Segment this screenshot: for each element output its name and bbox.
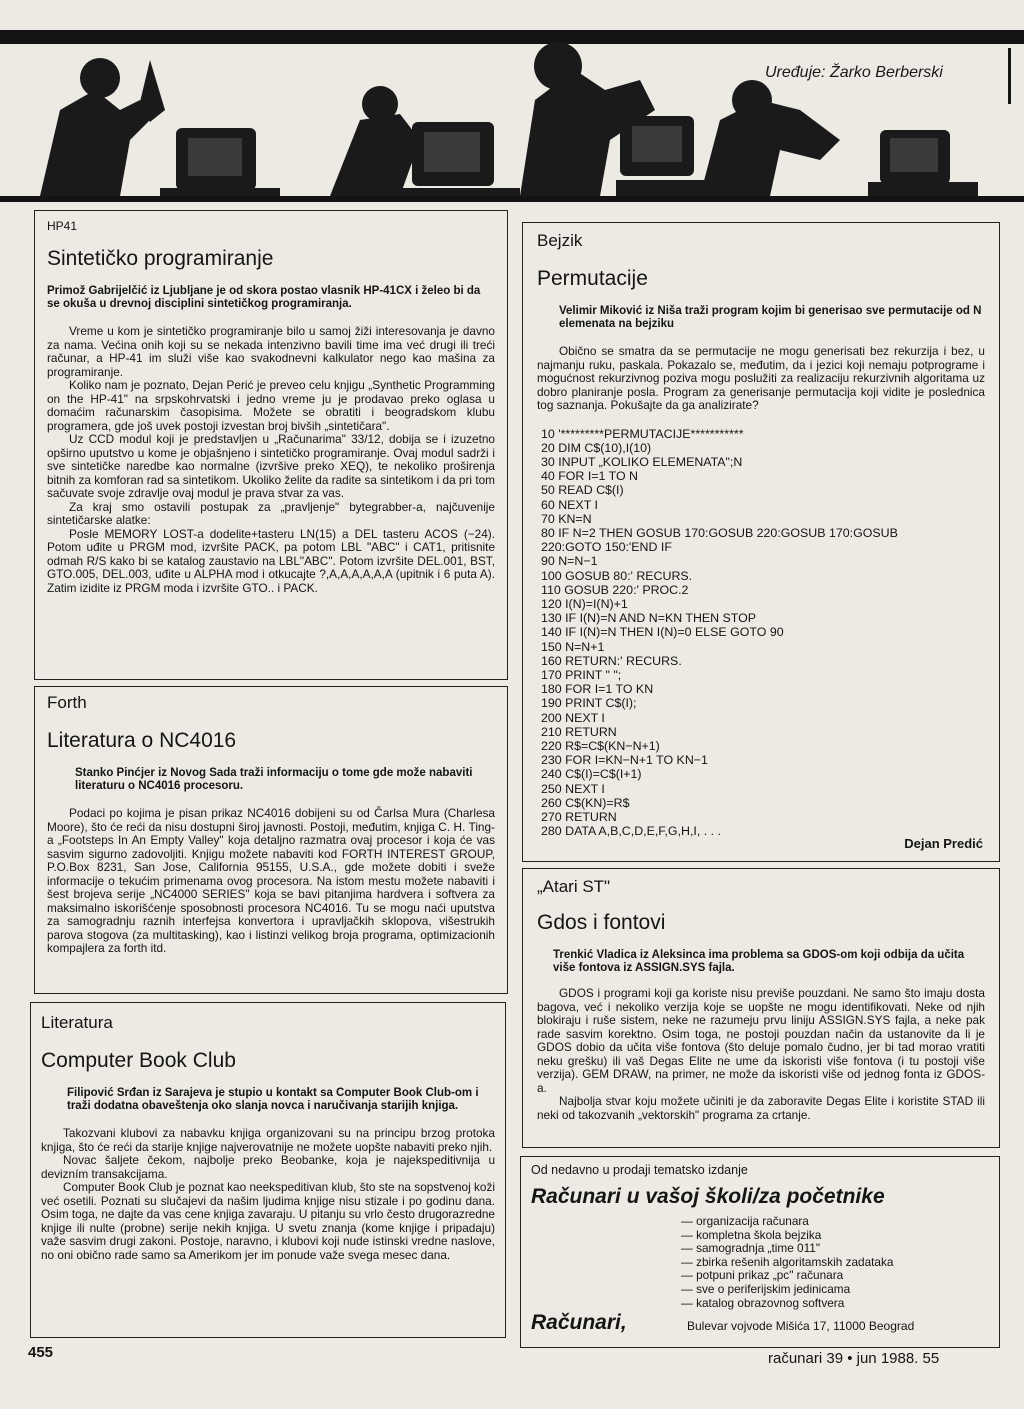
section-label: Literatura (41, 1013, 113, 1032)
code-line: 140 IF I(N)=N THEN I(N)=0 ELSE GOTO 90 (541, 625, 784, 640)
paragraph: Koliko nam je poznato, Dejan Perić je preveo celu knjigu „Synthetic Programming on the HP-41" na srpskohrvatski i jedno vreme ju je prodavao preko oglasa u domaćim računarskim časopisima. Možete se obratiti i beogradskom klubu programera, gde još uvek postoji izvestan broj bivših „sintetičara". (47, 378, 495, 433)
code-line: 240 C$(I)=C$(I+1) (541, 767, 642, 782)
paragraph: Uz CCD modul koji je predstavljen u „Računarima" 33/12, dobija se i izuzetno opširno uputstvo u kome je objašnjeno i sintetičko programiranje. Ovaj modul sadrži i sve sintetičke naredbe kao normalne (izvršive preko XEQ), te nekoliko proširenja bitnih za komforan rad sa sintetikom. Ukoliko želite da radite sa sintetikom i da pri tom sačuvate svoje zdravlje ovaj modul je prava stvar za vas. (47, 432, 495, 500)
article-atari (522, 868, 1000, 1148)
promo-item: — potpuni prikaz „pc" računara (681, 1269, 989, 1283)
article-bejzik (522, 222, 1000, 862)
article-body (537, 987, 985, 1122)
issue-footer: računari 39 • jun 1988. 55 (768, 1350, 940, 1367)
paragraph: Posle MEMORY LOST-a dodelite+tasteru LN(15) a DEL tasteru ACOS (−24). Potom uđite u PRGM mod, izvršite PACK, pa potom LBL "ABC" i CAT1, pritisnite odmah R/S kako bi se katalog zaustavio na LBL"ABC". Potom izvršite DEL.001, BST, GTO.005, DEL.003, uđite u ALPHA mod i otkucajte ?,A,A,A,A,A,A (upitnik i 6 puta A). Zatim izidite iz PRGM moda i izvršite GTO.. i PACK. (47, 526, 495, 595)
editor-divider (1008, 48, 1011, 104)
promo-intro: Od nedavno u prodaji tematsko izdanje (531, 1163, 748, 1177)
article-title: Gdos i fontovi (537, 911, 666, 934)
paragraph: Obično se smatra da se permutacije ne mogu generisati bez rekurzija i bez, u najmanju ruku, paskala. Pokazalo se, međutim, da i jezici koji nemaju potprograme i mogućnost rekurzivnog poziva mogu poslužiti za realizaciju rekurzivnih algoritama uz dobro planiranje posla. Program za generisanje permutacija koji vidite je poslednica tog saznanja. Pokušajte da ga analizirate? (537, 344, 985, 412)
article-title: Permutacije (537, 267, 648, 290)
article-body (47, 325, 495, 595)
page-number-left: 455 (28, 1344, 54, 1361)
publisher-logo: Računari, (531, 1311, 627, 1334)
promo-contents (531, 1215, 989, 1310)
promo-box (520, 1156, 1000, 1348)
article-title: Computer Book Club (41, 1049, 236, 1072)
paragraph: Takozvani klubovi za nabavku knjiga organizovani su na principu brzog protoka knjiga, što će reći da starije knjige najverovatnije ne možete uopšte nabaviti preko njih. (41, 1126, 495, 1154)
code-line: 250 NEXT I (541, 781, 605, 796)
code-line: 120 I(N)=I(N)+1 (541, 596, 628, 611)
paragraph: Najbolja stvar koju možete učiniti je da zaboravite Degas Elite i koristite STAD ili neki od takozvanih „vektorskih" programa za crtanje. (537, 1094, 985, 1122)
promo-item: — sve o periferijskim jedinicama (681, 1283, 989, 1297)
article-literatura (30, 1002, 506, 1338)
article-body (47, 807, 495, 956)
article-lead: Stanko Pinćjer iz Novog Sada traži informaciju o tome gde može nabaviti literaturu o NC4016 procesoru. (75, 767, 473, 792)
code-line: 220:GOTO 150:'END IF (541, 540, 672, 555)
paragraph: Computer Book Club je poznat kao neekspeditivan klub, što ste na sopstvenoj koži već osetili. Poznati su slučajevi da našim ljudima knjige nisu stizale i po godinu dana. Osim toga, ne dajte da vas cene knjiga zavaraju. U pitanju su vrlo često drugorazredne knjige ili nulte (probne) serije nekih knjiga. U svetu znanja (kome knjige i pripadaju) važe sasvim drugi zakoni. Postoje, naravno, i klubovi koji nude istinski vredne naslove, no oni obično rade samo sa Amerikom jer im ponude važe svega mesec dana. (41, 1180, 495, 1262)
code-line: 50 READ C$(I) (541, 483, 624, 498)
paragraph: Za kraj smo ostavili postupak za „pravljenje" bytegrabber-a, najčuvenije sintetičarske alatke: (47, 499, 495, 527)
code-line: 10 '*********PERMUTACIJE*********** (541, 426, 744, 441)
code-line: 70 KN=N (541, 511, 592, 526)
promo-title: Računari u vašoj školi/za početnike (531, 1185, 885, 1208)
editor-credit: Uređuje: Žarko Berberski (765, 64, 943, 81)
code-listing (537, 427, 985, 839)
publisher-address: Bulevar vojvode Mišića 17, 11000 Beograd (687, 1319, 915, 1333)
paragraph: Podaci po kojima je pisan prikaz NC4016 dobijeni su od Čarlsa Mura (Charlesa Moore), što će reći da nisu dostupni široj javnosti. Postoji, međutim, knjiga C. H. Ting-a „Footsteps In An Empty Valley" koja detaljno razmatra ovaj procesor i koja će vas sasvim sigurno zadovoljiti. Knjigu možete nabaviti kod FORTH INTEREST GROUP, P.O.Box 8231, San Jose, California 95155, U.S.A., gde možete dobiti i sveže informacije o tekućim primenama ovog procesora. Na istom mestu možete nabaviti i šest brojeva serije „NC4000 SERIES" koja se bavi pitanjima hardvera i softvera za maksimalno iskorišćenje sposobnosti procesora NC4016. Tu se mogu naći uputstva za samogradnju raznih interfejsa konvertora i upravljačkih sklopova, višestrukih parova stogova (za multitasking), kao i listinzi velikog broja programa, optimizacionih kompajlera za forth itd. (47, 806, 495, 955)
article-lead: Filipović Srđan iz Sarajeva je stupio u kontakt sa Computer Book Club-om i traži dodatna obaveštenja oko slanja novca i naručivanja starijih knjiga. (67, 1087, 479, 1112)
code-line: 230 FOR I=KN−N+1 TO KN−1 (541, 753, 708, 768)
promo-item: — organizacija računara (681, 1215, 989, 1229)
code-line: 150 N=N+1 (541, 639, 605, 654)
promo-item: — katalog obrazovnog softvera (681, 1297, 989, 1311)
code-line: 40 FOR I=1 TO N (541, 469, 638, 484)
code-line: 190 PRINT C$(I); (541, 696, 637, 711)
code-line: 80 IF N=2 THEN GOSUB 170:GOSUB 220:GOSUB 170:GOSUB (541, 525, 898, 540)
article-title: Literatura o NC4016 (47, 729, 237, 752)
article-lead: Primož Gabrijelčić iz Ljubljane je od skora postao vlasnik HP-41CX i želeo bi da se okuša u drevnoj disciplini sintetičkog programiranja. (47, 285, 481, 310)
paragraph: GDOS i programi koji ga koriste nisu previše pouzdani. Ne samo što imaju dosta bagova, već i nekoliko verzija koje se uopšte ne mogu identifikovati. Neke od njih blokiraju i ruše sistem, neke ne razumeju prvu liniju ASSIGN.SYS fajla, a neke pak rade sasvim korektno. Osim toga, ne postoji pouzdan način da ustanovite da li je GDOS dobio da učita više fontova (što deluje pomalo čudno, jer bi tad morao vratiti neku grešku) ili vaš Degas Elite ne ume da iskoristi više fontova (i tu postoji više verzija). GEM DRAW, na primer, ne može da iskoristi više od jednog fonta iz GDOS-a. (537, 986, 985, 1095)
code-line: 30 INPUT „KOLIKO ELEMENATA";N (541, 454, 743, 469)
article-body (537, 345, 985, 413)
code-line: 90 N=N−1 (541, 554, 598, 569)
section-label: Forth (47, 693, 87, 712)
banner-illustration (0, 30, 1024, 210)
code-line: 100 GOSUB 80:' RECURS. (541, 568, 693, 583)
section-label: Bejzik (537, 231, 583, 250)
paragraph: Novac šaljete čekom, najbolje preko Beobanke, koja je najekspeditivnija u devizním transakcijama. (41, 1153, 495, 1181)
code-line: 200 NEXT I (541, 710, 605, 725)
banner-rule (0, 196, 1024, 202)
code-line: 110 GOSUB 220:' PROC.2 (541, 582, 689, 597)
promo-item: — samogradnja „time 011" (681, 1242, 989, 1256)
code-line: 280 DATA A,B,C,D,E,F,G,H,I, . . . (541, 824, 721, 839)
article-forth (34, 686, 508, 994)
code-line: 270 RETURN (541, 809, 617, 824)
code-line: 20 DIM C$(10),I(10) (541, 440, 652, 455)
code-line: 170 PRINT " "; (541, 667, 622, 682)
article-author: Dejan Predić (904, 836, 983, 851)
code-line: 180 FOR I=1 TO KN (541, 682, 654, 697)
article-lead: Trenkić Vladica iz Aleksinca ima problema sa GDOS-om koji odbija da učita više fontova iz ASSIGN.SYS fajla. (553, 949, 965, 974)
article-lead: Velimir Miković iz Niša traži program kojim bi generisao sve permutacije od N elemenata na bejziku (559, 305, 982, 330)
article-title: Sintetičko programiranje (47, 247, 274, 270)
code-line: 160 RETURN:' RECURS. (541, 653, 682, 668)
code-line: 60 NEXT I (541, 497, 598, 512)
article-body (41, 1127, 495, 1262)
section-label: „Atari ST" (537, 877, 611, 896)
code-line: 260 C$(KN)=R$ (541, 795, 630, 810)
article-hp41 (34, 210, 508, 680)
code-line: 220 R$=C$(KN−N+1) (541, 738, 660, 753)
paragraph: Vreme u kom je sintetičko programiranje bilo u samoj žiži interesovanja je davno za nama. Većina onih koji su se nekada intenzivno bavili time ima već drugi ili treći računar, a HP-41 im služi više kao svakodnevni kalkulator nego kao mašina za programiranje. (47, 324, 495, 379)
promo-item: — kompletna škola bejzika (681, 1229, 989, 1243)
promo-item: — zbirka rešenih algoritamskih zadataka (681, 1256, 989, 1270)
code-line: 210 RETURN (541, 724, 617, 739)
code-line: 130 IF I(N)=N AND N=KN THEN STOP (541, 611, 757, 626)
section-label: HP41 (47, 219, 78, 233)
